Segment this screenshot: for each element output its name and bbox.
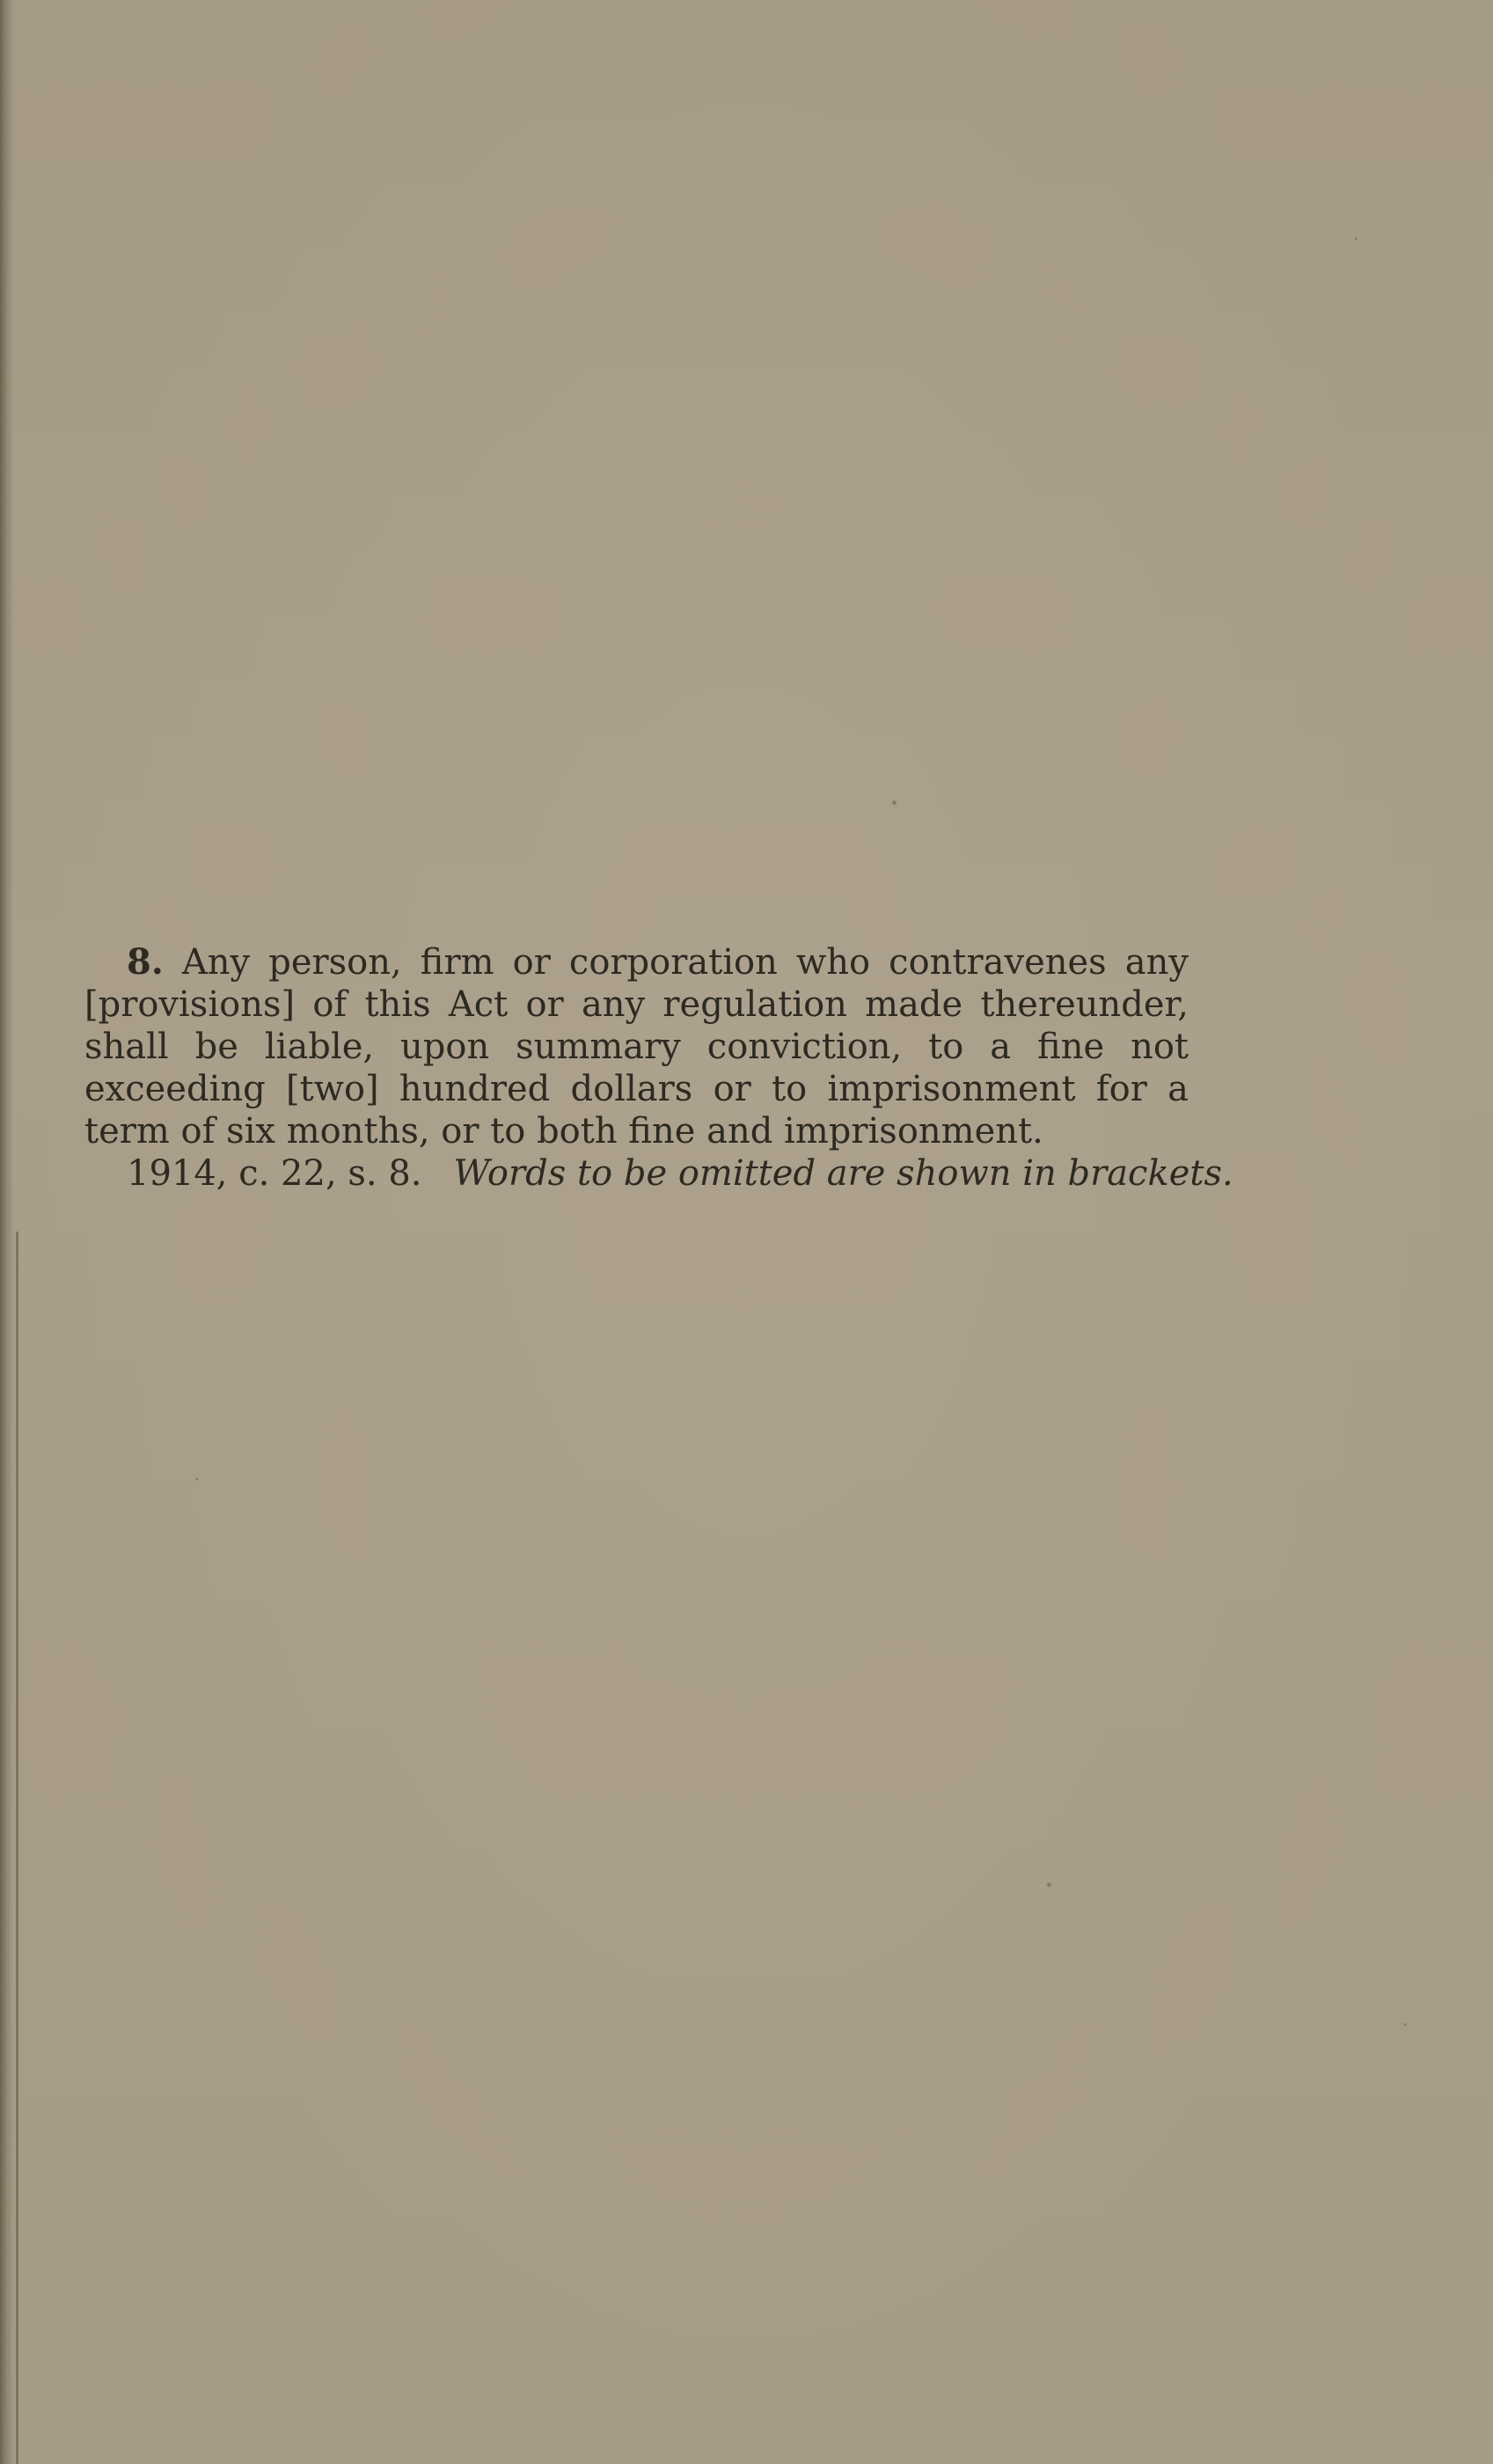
section-line-3: shall be liable, upon summary conviction, to a fine not bbox=[84, 1027, 1189, 1067]
citation: 1914, c. 22, s. 8. bbox=[127, 1153, 422, 1194]
paper-speck bbox=[195, 1478, 198, 1481]
binding-shadow bbox=[16, 1232, 18, 2464]
statute-section bbox=[84, 941, 1233, 1195]
paper-speck bbox=[1404, 2023, 1407, 2026]
paper-speck bbox=[1047, 1883, 1051, 1887]
section-number: 8. bbox=[127, 941, 164, 983]
paper-speck bbox=[1355, 238, 1358, 240]
citation-line bbox=[84, 1152, 1233, 1195]
section-line-4: exceeding [two] hundred dollars or to imprisonment for a bbox=[84, 1069, 1189, 1109]
editorial-note: Words to be omitted are shown in brackets. bbox=[453, 1153, 1233, 1194]
section-line-2: [provisions] of this Act or any regulation made thereunder, bbox=[84, 984, 1189, 1025]
section-line-5: term of six months, or to both fine and imprisonment. bbox=[84, 1111, 1043, 1152]
section-line-1 bbox=[84, 941, 1189, 983]
binding-edge bbox=[0, 0, 14, 2464]
section-text: Any person, firm or corporation who contravenes any bbox=[181, 942, 1189, 983]
paper-speck bbox=[892, 801, 897, 805]
